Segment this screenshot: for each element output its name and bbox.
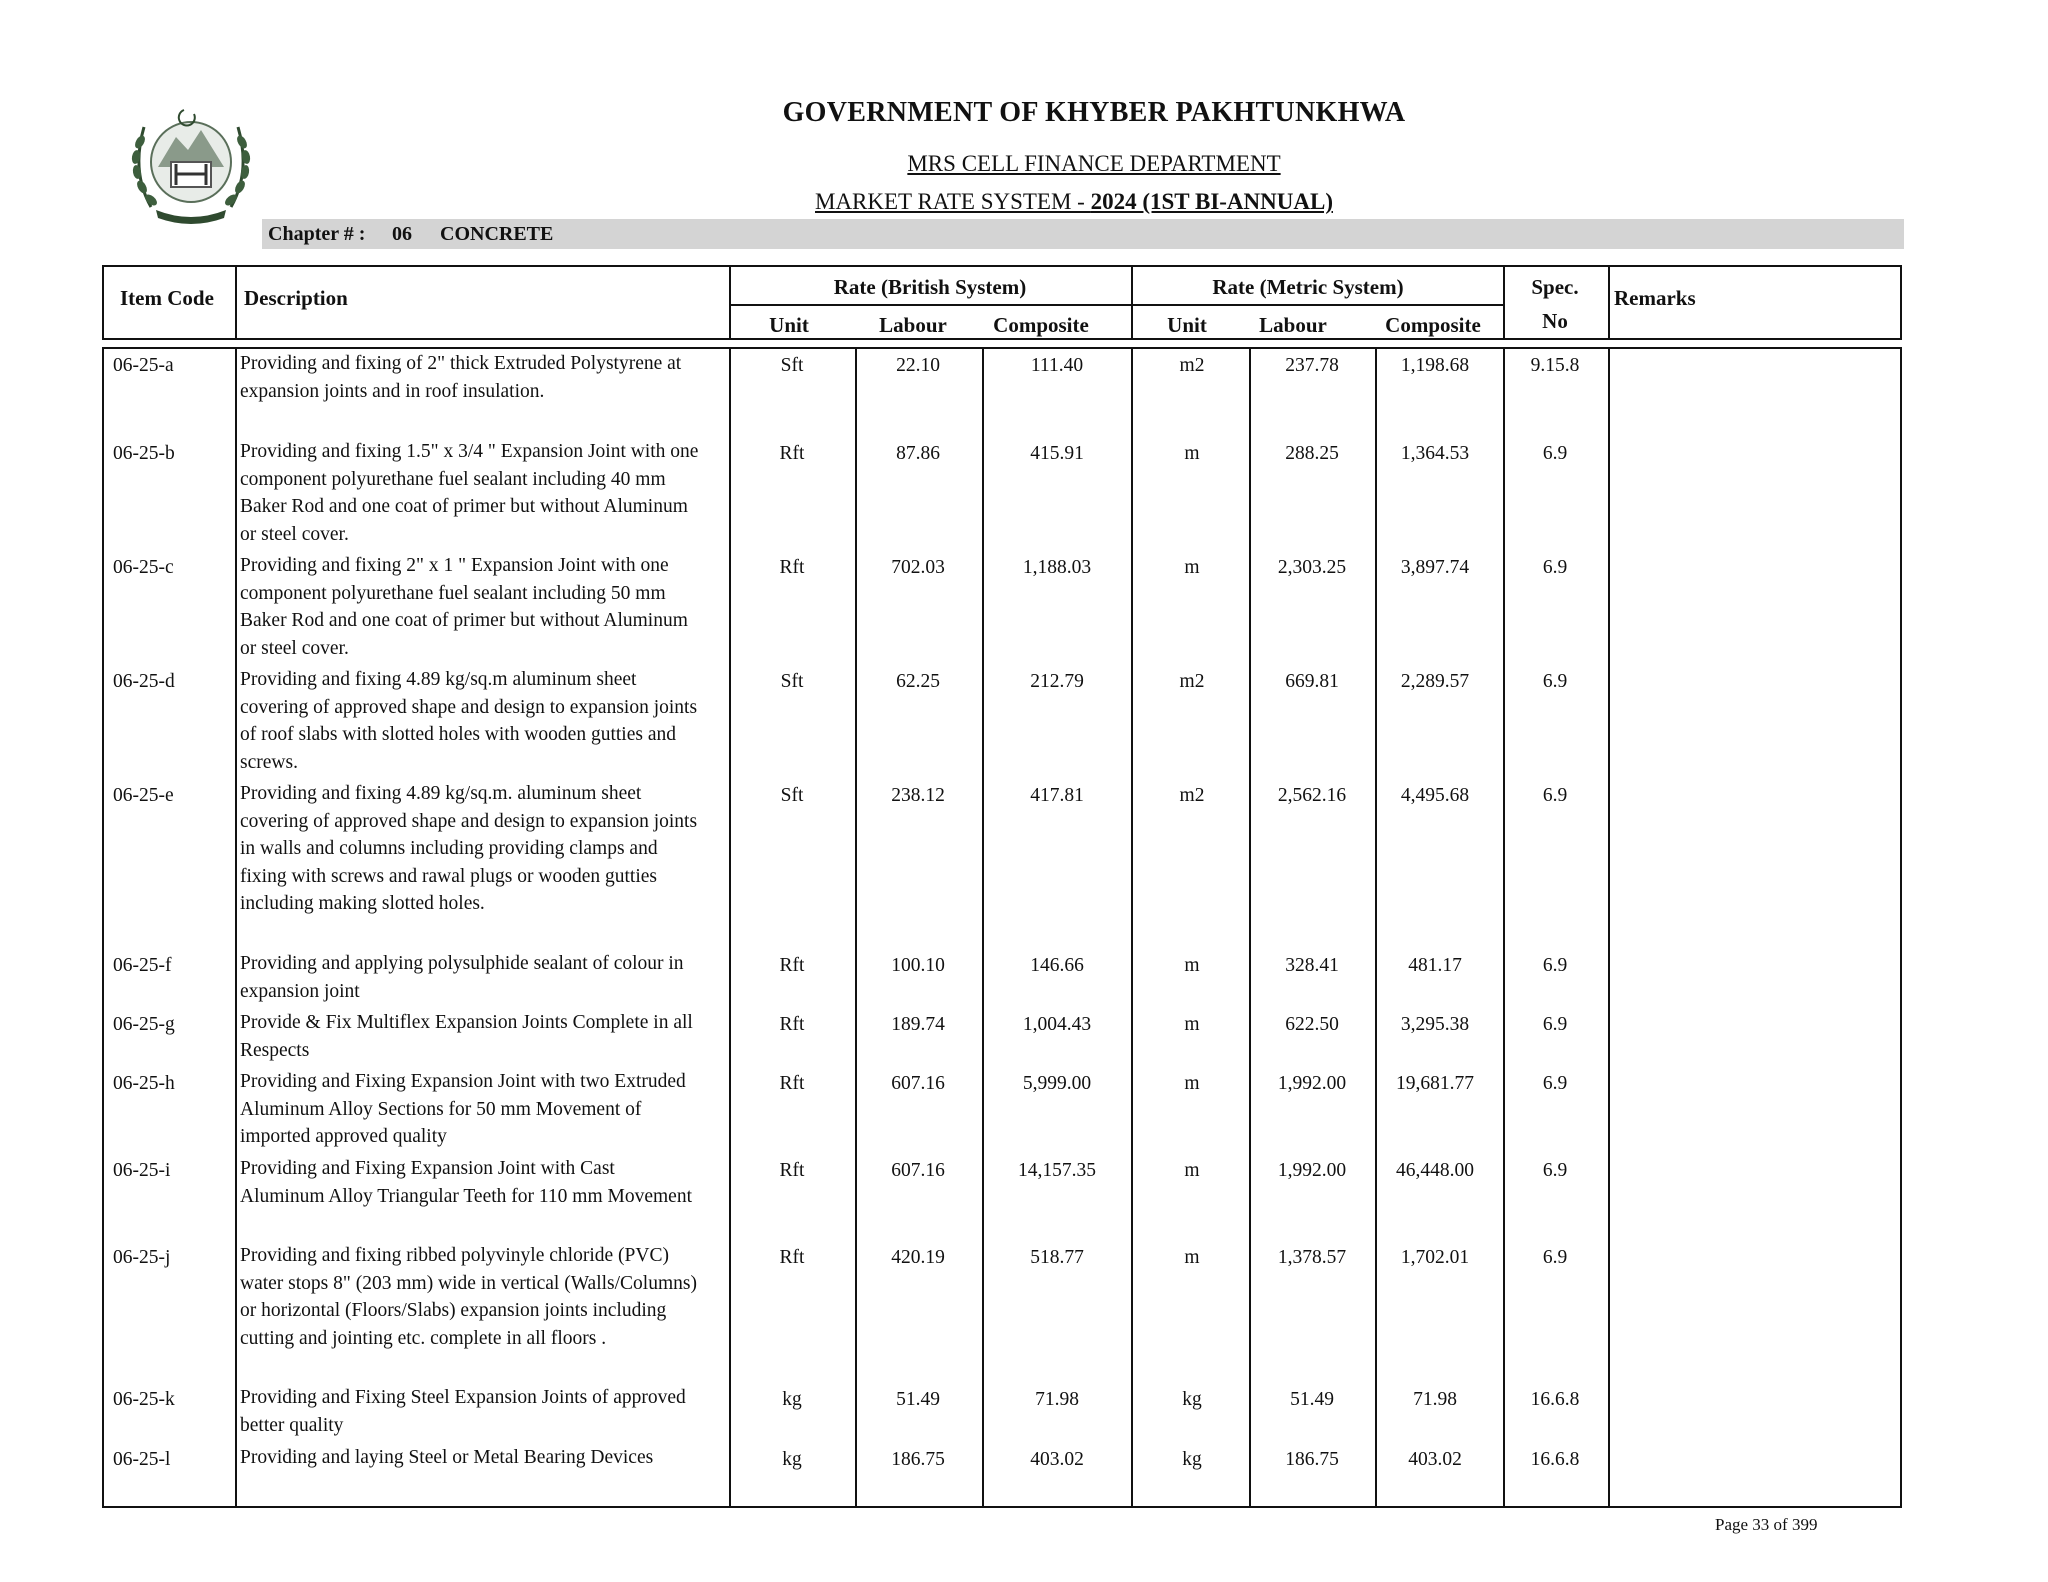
item-description: Providing and fixing 1.5" x 3/4 " Expansion Joint with one component polyurethane fuel sealant including 40 mm Baker Rod and one coat of primer but without Aluminum or steel cover. xyxy=(240,441,699,545)
british-composite: 14,157.35 xyxy=(1018,1160,1096,1181)
british-labour: 189.74 xyxy=(891,1014,945,1035)
item-description: Providing and fixing 4.89 kg/sq.m aluminum sheet covering of approved shape and design to expansion joints of roof slabs with slotted holes with wooden gutties and screws. xyxy=(240,669,698,773)
british-labour: 87.86 xyxy=(896,443,940,464)
item-code: 06-25-l xyxy=(113,1449,171,1470)
british-labour: 22.10 xyxy=(896,355,940,376)
metric-labour: 622.50 xyxy=(1285,1014,1339,1035)
metric-composite: 481.17 xyxy=(1408,955,1462,976)
government-title: GOVERNMENT OF KHYBER PAKHTUNKHWA xyxy=(782,97,1406,128)
british-unit: kg xyxy=(782,1389,802,1410)
british-composite: 403.02 xyxy=(1030,1449,1084,1470)
divider xyxy=(729,304,1505,306)
item-code: 06-25-f xyxy=(113,955,172,976)
item-description: Provide & Fix Multiflex Expansion Joints Complete in all Respects xyxy=(240,1012,693,1061)
british-unit: Rft xyxy=(779,1160,805,1181)
item-code: 06-25-j xyxy=(113,1247,171,1268)
metric-labour: 237.78 xyxy=(1285,355,1339,376)
metric-labour: 328.41 xyxy=(1285,955,1339,976)
divider xyxy=(729,265,731,340)
metric-unit: m2 xyxy=(1179,785,1205,806)
british-composite: 212.79 xyxy=(1030,671,1084,692)
item-code: 06-25-g xyxy=(113,1014,175,1035)
metric-composite: 1,364.53 xyxy=(1400,443,1470,464)
item-description: Providing and fixing 4.89 kg/sq.m. aluminum sheet covering of approved shape and design to expansion joints in walls and columns including providing clamps and fixing with screws and rawal plugs or wooden gutties including making slotted holes. xyxy=(240,783,698,914)
col-item-code: Item Code xyxy=(120,286,214,310)
british-composite: 5,999.00 xyxy=(1022,1073,1092,1094)
col-description: Description xyxy=(244,286,348,310)
item-code: 06-25-e xyxy=(113,785,174,806)
col-remarks: Remarks xyxy=(1614,286,1696,310)
spec-no: 16.6.8 xyxy=(1530,1449,1580,1470)
metric-labour: 1,378.57 xyxy=(1277,1247,1347,1268)
metric-composite: 3,897.74 xyxy=(1400,557,1470,578)
metric-unit: kg xyxy=(1182,1449,1202,1470)
british-labour: 702.03 xyxy=(891,557,945,578)
metric-unit: m xyxy=(1184,955,1200,976)
col-spec-no: No xyxy=(1542,309,1568,333)
metric-unit: m xyxy=(1184,1073,1200,1094)
col-british-labour: Labour xyxy=(879,313,947,337)
metric-composite: 71.98 xyxy=(1413,1389,1457,1410)
col-metric-composite: Composite xyxy=(1385,313,1481,337)
metric-unit: kg xyxy=(1182,1389,1202,1410)
item-description: Providing and fixing of 2" thick Extruded Polystyrene at expansion joints and in roof insulation. xyxy=(240,353,682,402)
system-prefix: MARKET RATE SYSTEM - xyxy=(815,189,1091,214)
british-unit: Rft xyxy=(779,557,805,578)
divider xyxy=(1131,347,1133,1508)
british-labour: 100.10 xyxy=(891,955,945,976)
metric-labour: 2,562.16 xyxy=(1277,785,1347,806)
metric-labour: 1,992.00 xyxy=(1277,1160,1347,1181)
metric-unit: m xyxy=(1184,1014,1200,1035)
col-metric-labour: Labour xyxy=(1259,313,1327,337)
chapter-label: Chapter # : xyxy=(268,223,366,245)
metric-composite: 4,495.68 xyxy=(1400,785,1470,806)
british-composite: 518.77 xyxy=(1030,1247,1084,1268)
metric-labour: 1,992.00 xyxy=(1277,1073,1347,1094)
spec-no: 16.6.8 xyxy=(1530,1389,1580,1410)
british-unit: Rft xyxy=(779,1014,805,1035)
metric-composite: 403.02 xyxy=(1408,1449,1462,1470)
item-description: Providing and fixing ribbed polyvinyle chloride (PVC) water stops 8" (203 mm) wide in vertical (Walls/Columns) or horizontal (Floors/Slabs) expansion joints including cutting and jointing etc. complete in all floors . xyxy=(240,1245,697,1349)
british-labour: 238.12 xyxy=(891,785,945,806)
metric-unit: m2 xyxy=(1179,671,1205,692)
divider xyxy=(1503,347,1505,1508)
british-labour: 51.49 xyxy=(896,1389,940,1410)
divider xyxy=(1249,347,1251,1508)
system-title xyxy=(50,189,2048,215)
divider xyxy=(235,347,237,1508)
item-code: 06-25-b xyxy=(113,443,175,464)
item-code: 06-25-a xyxy=(113,355,174,376)
page-number: Page 33 of 399 xyxy=(1715,1515,1818,1534)
spec-no: 6.9 xyxy=(1542,443,1568,464)
divider xyxy=(1608,347,1610,1508)
british-composite: 111.40 xyxy=(1030,355,1084,376)
item-description: Providing and applying polysulphide sealant of colour in expansion joint xyxy=(240,953,684,1002)
metric-labour: 51.49 xyxy=(1290,1389,1334,1410)
spec-no: 6.9 xyxy=(1542,671,1568,692)
british-unit: Sft xyxy=(780,785,804,806)
metric-composite: 2,289.57 xyxy=(1400,671,1470,692)
british-labour: 420.19 xyxy=(891,1247,945,1268)
col-spec: Spec. xyxy=(1531,275,1579,299)
spec-no: 6.9 xyxy=(1542,557,1568,578)
british-unit: Rft xyxy=(779,443,805,464)
item-code: 06-25-d xyxy=(113,671,175,692)
british-labour: 607.16 xyxy=(891,1073,945,1094)
item-code: 06-25-k xyxy=(113,1389,175,1410)
british-unit: Sft xyxy=(780,355,804,376)
metric-unit: m xyxy=(1184,1160,1200,1181)
metric-unit: m xyxy=(1184,1247,1200,1268)
spec-no: 6.9 xyxy=(1542,1014,1568,1035)
british-composite: 1,188.03 xyxy=(1022,557,1092,578)
item-description: Providing and Fixing Steel Expansion Joints of approved better quality xyxy=(240,1387,686,1436)
british-unit: kg xyxy=(782,1449,802,1470)
british-labour: 186.75 xyxy=(891,1449,945,1470)
metric-composite: 3,295.38 xyxy=(1400,1014,1470,1035)
divider xyxy=(1131,265,1133,340)
british-composite: 415.91 xyxy=(1030,443,1084,464)
metric-unit: m2 xyxy=(1179,355,1205,376)
col-british-composite: Composite xyxy=(993,313,1089,337)
metric-labour: 186.75 xyxy=(1285,1449,1339,1470)
item-description: Providing and Fixing Expansion Joint with two Extruded Aluminum Alloy Sections for 50 mm Movement of imported approved quality xyxy=(240,1071,686,1147)
item-code: 06-25-i xyxy=(113,1160,171,1181)
col-metric-group: Rate (Metric System) xyxy=(1212,275,1404,299)
metric-labour: 2,303.25 xyxy=(1277,557,1347,578)
system-period: 2024 (1ST BI-ANNUAL) xyxy=(1090,189,1333,214)
divider xyxy=(855,347,857,1508)
british-composite: 146.66 xyxy=(1030,955,1084,976)
spec-no: 9.15.8 xyxy=(1530,355,1580,376)
spec-no: 6.9 xyxy=(1542,955,1568,976)
metric-unit: m xyxy=(1184,557,1200,578)
metric-composite: 19,681.77 xyxy=(1396,1073,1474,1094)
metric-composite: 46,448.00 xyxy=(1396,1160,1474,1181)
col-british-group: Rate (British System) xyxy=(833,275,1027,299)
metric-unit: m xyxy=(1184,443,1200,464)
chapter-number: 06 xyxy=(392,223,412,245)
item-description: Providing and fixing 2" x 1 " Expansion Joint with one component polyurethane fuel sealant including 50 mm Baker Rod and one coat of primer but without Aluminum or steel cover. xyxy=(240,555,688,659)
chapter-name: CONCRETE xyxy=(440,223,554,245)
divider xyxy=(729,347,731,1508)
spec-no: 6.9 xyxy=(1542,785,1568,806)
divider xyxy=(1375,347,1377,1508)
british-unit: Rft xyxy=(779,1247,805,1268)
item-description: Providing and laying Steel or Metal Bearing Devices xyxy=(240,1447,654,1468)
british-composite: 1,004.43 xyxy=(1022,1014,1092,1035)
british-unit: Rft xyxy=(779,955,805,976)
divider xyxy=(235,265,237,340)
british-labour: 62.25 xyxy=(896,671,940,692)
british-composite: 417.81 xyxy=(1030,785,1084,806)
item-description: Providing and Fixing Expansion Joint with Cast Aluminum Alloy Triangular Teeth for 110 mm Movement xyxy=(240,1158,692,1207)
spec-no: 6.9 xyxy=(1542,1247,1568,1268)
divider xyxy=(1503,265,1505,340)
divider xyxy=(982,347,984,1508)
metric-labour: 669.81 xyxy=(1285,671,1339,692)
metric-composite: 1,702.01 xyxy=(1400,1247,1470,1268)
chapter-bar xyxy=(262,219,1904,249)
item-code: 06-25-h xyxy=(113,1073,175,1094)
metric-labour: 288.25 xyxy=(1285,443,1339,464)
col-metric-unit: Unit xyxy=(1167,313,1207,337)
spec-no: 6.9 xyxy=(1542,1160,1568,1181)
metric-composite: 1,198.68 xyxy=(1400,355,1470,376)
item-code: 06-25-c xyxy=(113,557,174,578)
spec-no: 6.9 xyxy=(1542,1073,1568,1094)
col-british-unit: Unit xyxy=(769,313,809,337)
divider xyxy=(1608,265,1610,340)
british-unit: Rft xyxy=(779,1073,805,1094)
british-unit: Sft xyxy=(780,671,804,692)
british-composite: 71.98 xyxy=(1035,1389,1079,1410)
british-labour: 607.16 xyxy=(891,1160,945,1181)
department-title: MRS CELL FINANCE DEPARTMENT xyxy=(907,151,1281,176)
